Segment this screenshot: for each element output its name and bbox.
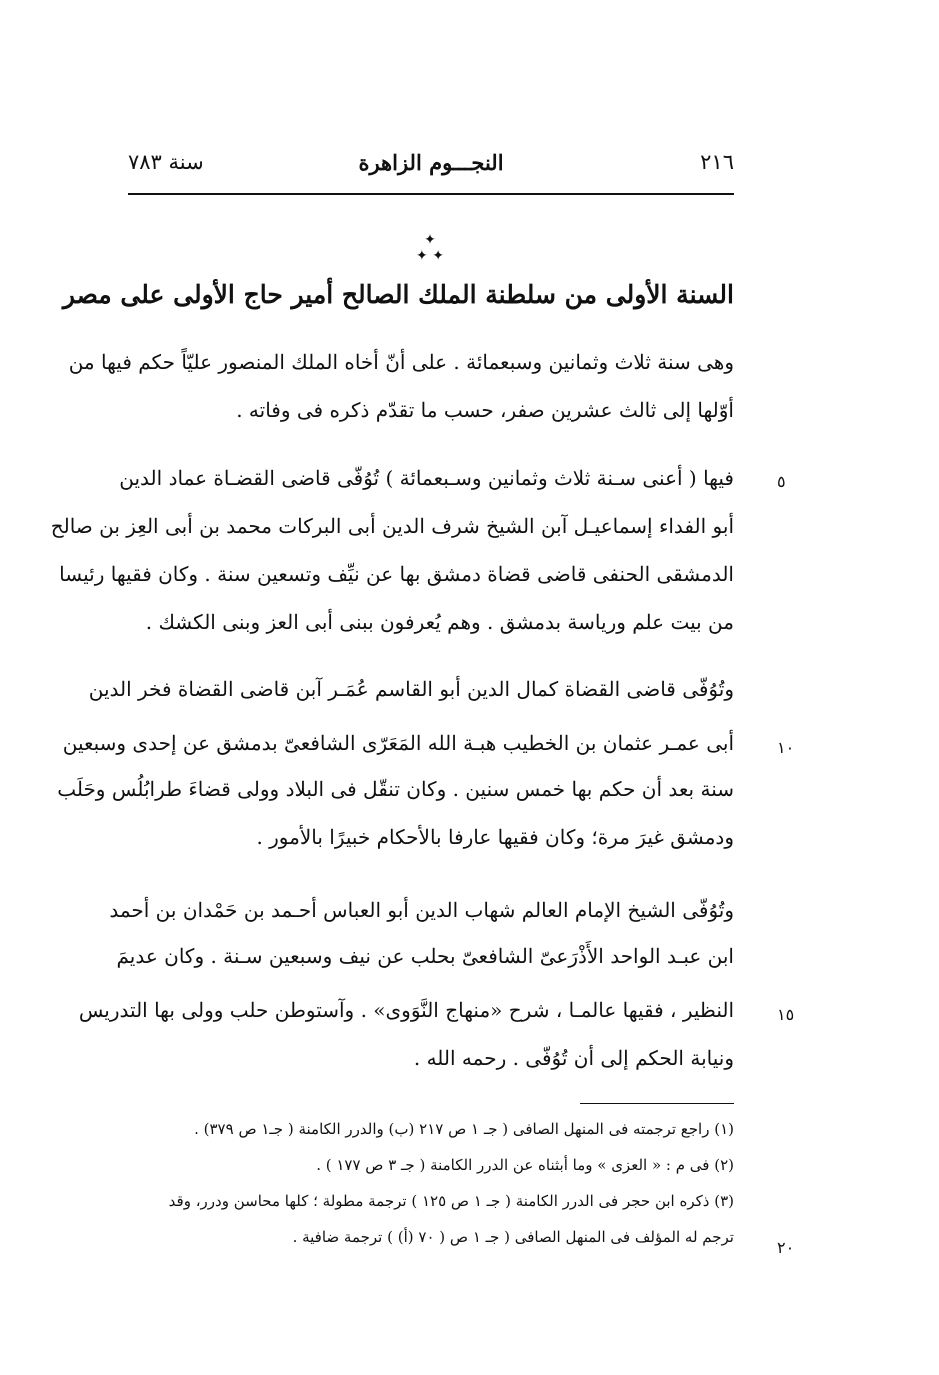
line-number-marker: ١٥	[777, 1005, 795, 1024]
header-year: سنة ٧٨٣	[128, 150, 204, 174]
text-line: الدمشقى الحنفى قاضى قضاة دمشق بها عن نيِّف وتسعين سنة . وكان فقيها رئيسا	[59, 562, 734, 586]
text-line: وتُوُفّى الشيخ الإمام العالم شهاب الدين أبو العباس أحـمد بن حَمْدان بن أحمد	[109, 898, 734, 922]
text-line: سنة بعد أن حكم بها خمس سنين . وكان تنقّل فى البلاد وولى قضاءَ طرابُلُس وحَلَب	[57, 777, 734, 801]
line-number-marker: ١٠	[777, 738, 795, 757]
section-ornament: ✦ ✦ ✦	[416, 232, 444, 264]
page-number: ٢١٦	[700, 150, 734, 174]
text-line: ونيابة الحكم إلى أن تُوُفّى . رحمه الله .	[413, 1046, 734, 1070]
text-line: أبى عمـر عثمان بن الخطيب هبـة الله المَعَرّى الشافعىّ بدمشق عن إحدى وسبعين	[62, 731, 734, 755]
footnote: (٣) ذكره ابن حجر فى الدرر الكامنة ( جـ ١ ص ١٢٥ ) ترجمة مطولة ؛ كلها محاسن ودرر، وقد	[168, 1192, 734, 1210]
footnote: (١) راجع ترجمته فى المنهل الصافى ( جـ ١ ص ٢١٧ (ب) والدرر الكامنة ( جـ١ ص ٣٧٩) .	[194, 1120, 734, 1138]
text-line: أوّلها إلى ثالث عشرين صفر، حسب ما تقدّم ذكره فى وفاته .	[236, 398, 734, 422]
text-line: ابن عبـد الواحد الأَذْرَعىّ الشافعىّ بحلب عن نيف وسبعين سـنة . وكان عديمَ	[116, 944, 734, 968]
footnote: (٢) فى م : « العزى » وما أبثناه عن الدرر الكامنة ( جـ ٣ ص ١٧٧ ) .	[316, 1156, 734, 1174]
text-line: ودمشق غيرَ مرة؛ وكان فقيها عارفا بالأحكام خبيرًا بالأمور .	[256, 825, 734, 849]
line-number-marker: ٢٠	[777, 1238, 795, 1257]
header-rule	[128, 193, 734, 195]
book-title: النجـــوم الزاهرة	[358, 150, 504, 175]
text-line: النظير ، فقيها عالمـا ، شرح «منهاج النَّوَوى» . وآستوطن حلب وولى بها التدريس	[78, 998, 734, 1022]
footnote-rule	[580, 1103, 734, 1104]
text-line: وهى سنة ثلاث وثمانين وسبعمائة . على أنّ أخاه الملك المنصور عليّاً حكم فيها من	[68, 350, 734, 374]
text-line: فيها ( أعنى سـنة ثلاث وثمانين وسـبعمائة ) تُوُفّى قاضى القضـاة عماد الدين	[119, 466, 734, 490]
text-line: من بيت علم ورياسة بدمشق . وهم يُعرفون ببنى أبى العز وبنى الكشك .	[145, 610, 734, 634]
text-line: أبو الفداء إسماعيـل آبن الشيخ شرف الدين أبى البركات محمد بن أبى العِز بن صالح	[50, 514, 734, 538]
running-header	[128, 150, 734, 186]
section-heading: السنة الأولى من سلطنة الملك الصالح أمير حاج الأولى على مصر	[62, 280, 734, 309]
text-line: وتُوُفّى قاضى القضاة كمال الدين أبو القاسم عُمَـر آبن قاضى القضاة فخر الدين	[88, 677, 734, 701]
line-number-marker: ٥	[777, 472, 786, 491]
footnote: ترجم له المؤلف فى المنهل الصافى ( جـ ١ ص ( ٧٠ (أ) ) ترجمة ضافية .	[292, 1228, 734, 1246]
